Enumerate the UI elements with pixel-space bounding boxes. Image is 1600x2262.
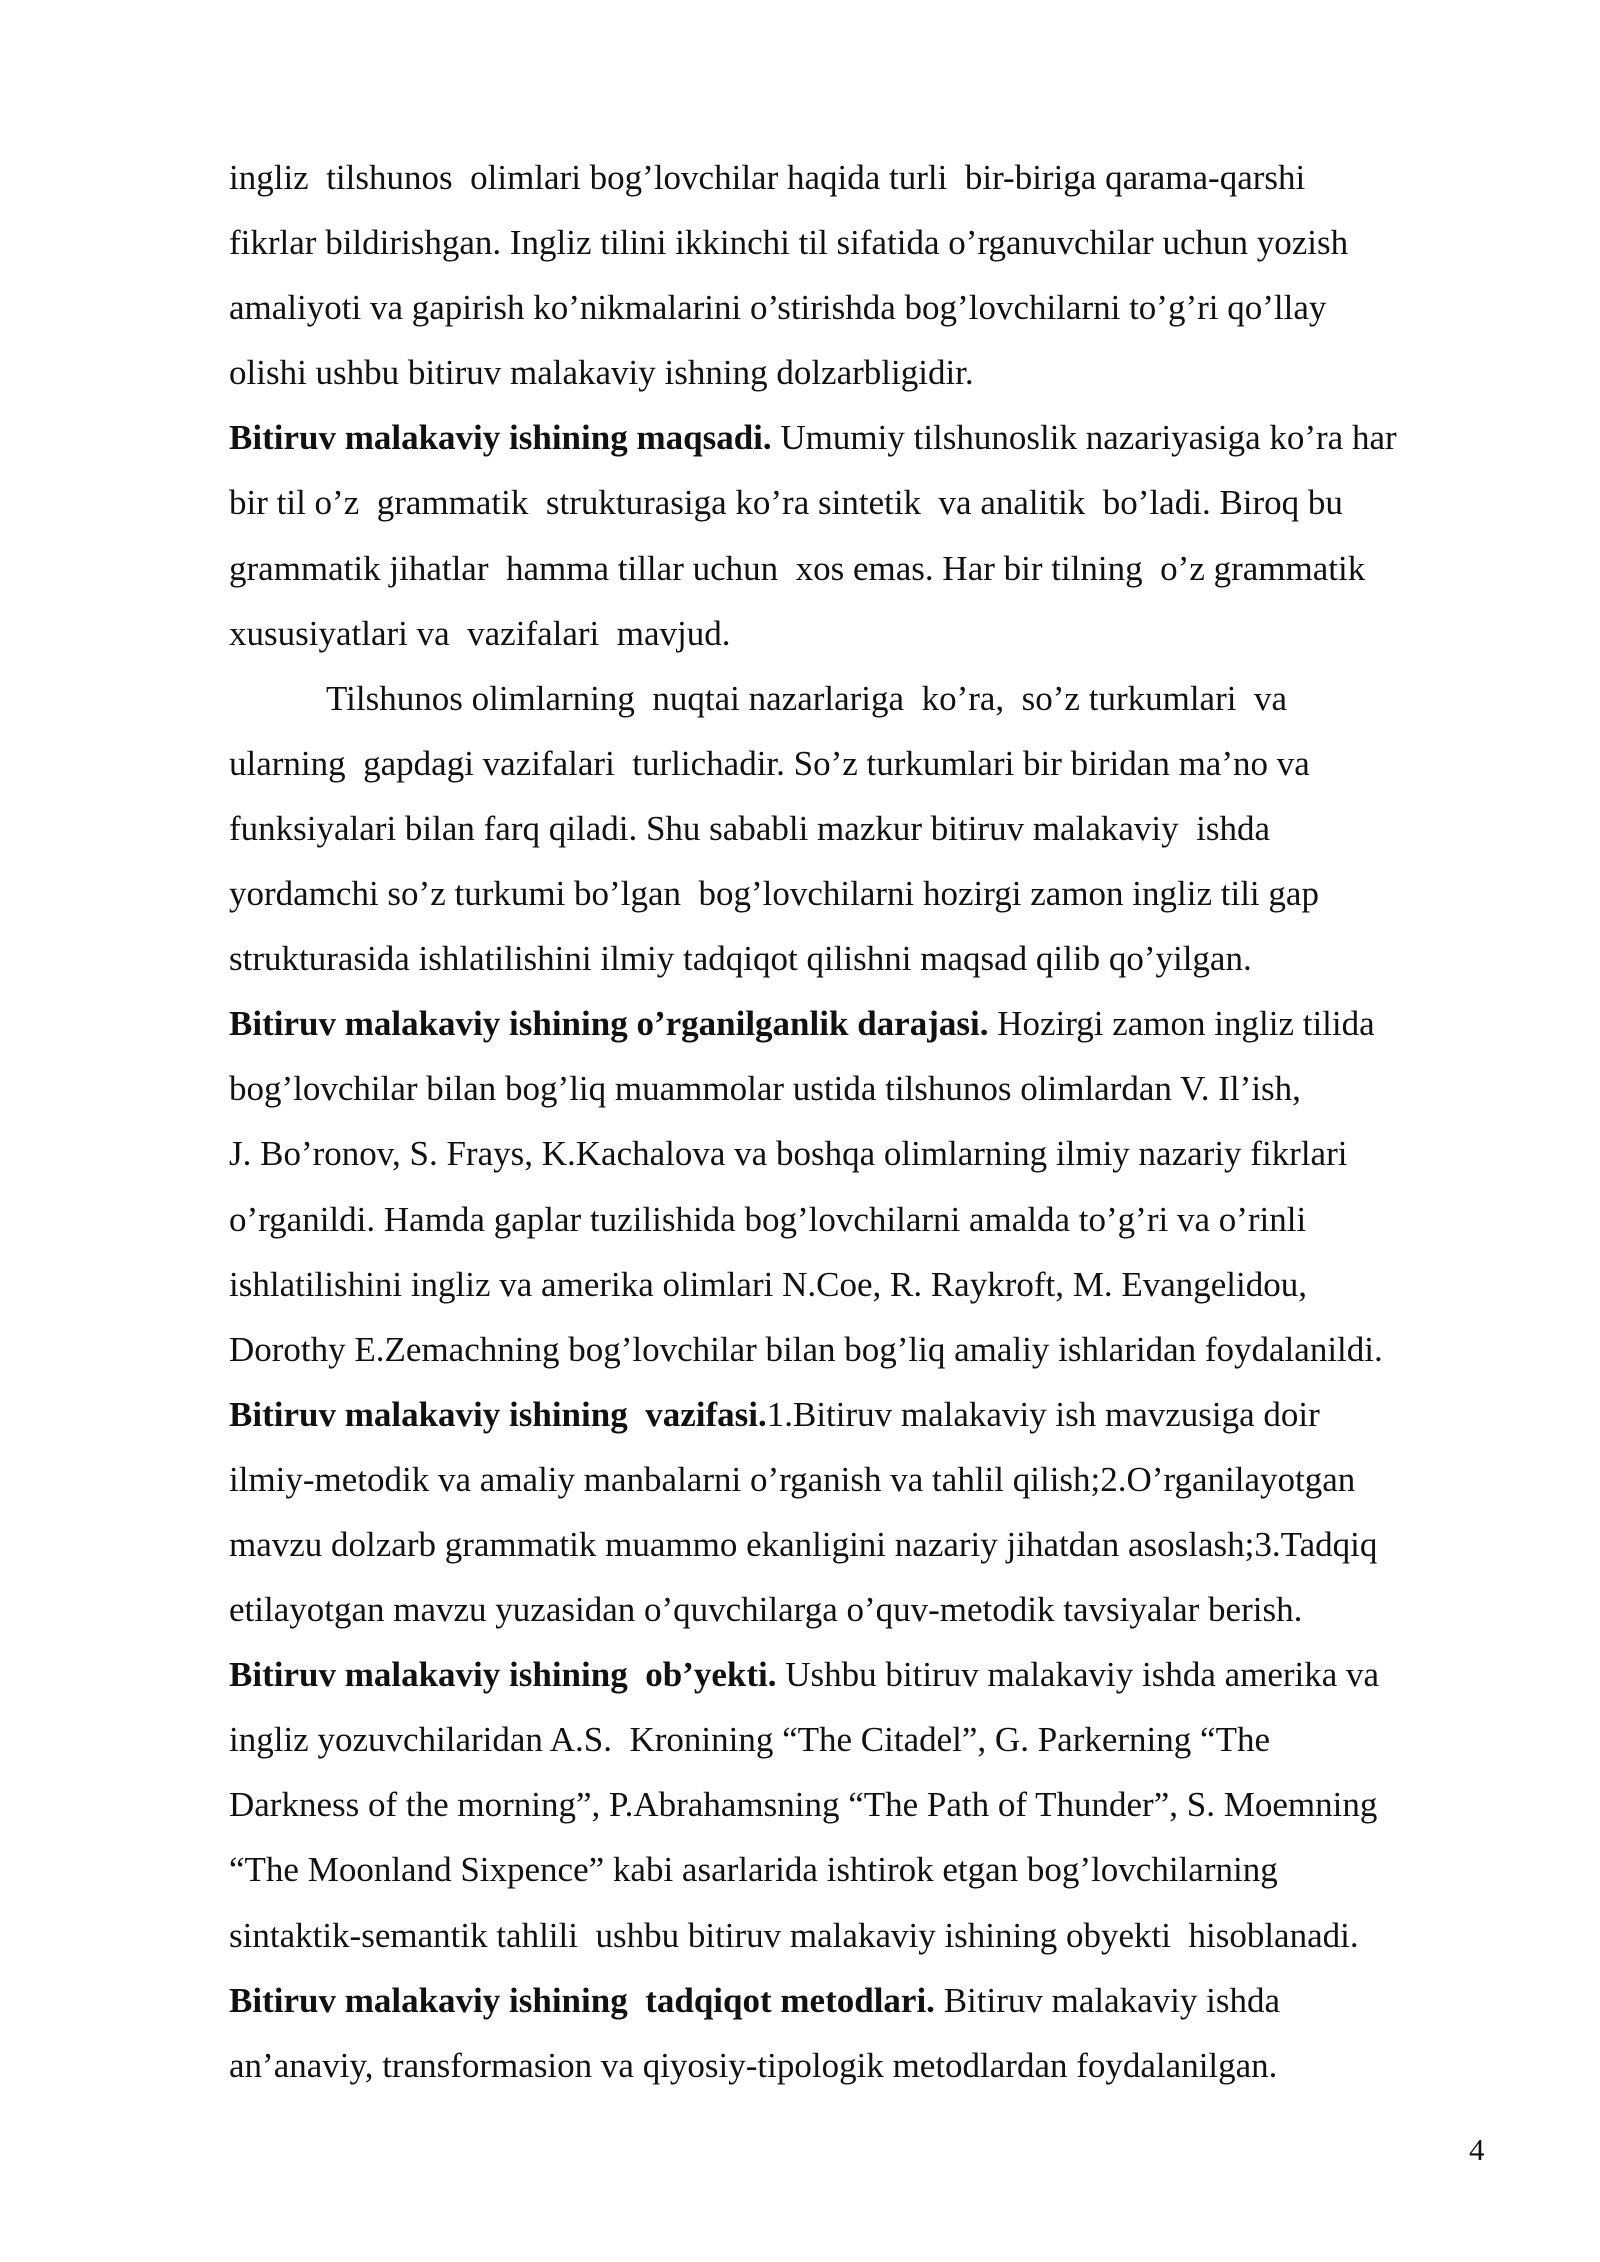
line-text: fikrlar bildirishgan. Ingliz tilini ikkinchi til sifatida o’rganuvchilar uchun yozish (229, 223, 1349, 263)
text-line (229, 1512, 1509, 1577)
text-line (229, 861, 1509, 926)
text-line (229, 1642, 1509, 1707)
line-text: J. Bo’ronov, S. Frays, K.Kachalova va boshqa olimlarning ilmiy nazariy fikrlari (229, 1134, 1348, 1174)
text-line (229, 1252, 1509, 1317)
text-line (229, 1121, 1509, 1186)
line-text: yordamchi so’z turkumi bo’lgan bog’lovchilarni hozirgi zamon ingliz tili gap (229, 874, 1319, 914)
text-line (229, 275, 1509, 340)
section-heading: Bitiruv malakaviy ishining ob’yekti. (229, 1655, 777, 1695)
text-line (229, 145, 1509, 210)
document-page (229, 145, 1509, 2098)
line-text: Umumiy tilshunoslik nazariyasiga ko’ra har (771, 418, 1397, 458)
text-line (229, 796, 1509, 861)
line-text: ilmiy-metodik va amaliy manbalarni o’rganish va tahlil qilish;2.O’rganilayotgan (229, 1459, 1356, 1499)
line-text: etilayotgan mavzu yuzasidan o’quvchilarga o’quv-metodik tavsiyalar berish. (229, 1590, 1303, 1630)
text-line (229, 1772, 1509, 1837)
text-line (229, 991, 1509, 1056)
line-text: xususiyatlari va vazifalari mavjud. (229, 613, 731, 653)
line-text: sintaktik-semantik tahlili ushbu bitiruv malakaviy ishining obyekti hisoblanadi. (229, 1915, 1359, 1955)
line-text: bir til o’z grammatik strukturasiga ko’ra sintetik va analitik bo’ladi. Biroq bu (229, 483, 1343, 523)
text-line (229, 666, 1509, 731)
line-text: Ushbu bitiruv malakaviy ishda amerika va (776, 1655, 1380, 1695)
text-line (229, 536, 1509, 601)
text-line (229, 1707, 1509, 1772)
line-text: funksiyalari bilan farq qiladi. Shu sababli mazkur bitiruv malakaviy ishda (229, 808, 1270, 848)
page-number: 4 (1469, 2132, 1485, 2167)
text-line (229, 1447, 1509, 1512)
line-text: “The Moonland Sixpence” kabi asarlarida ishtirok etgan bog’lovchilarning (229, 1850, 1278, 1890)
text-line (229, 210, 1509, 275)
line-text: Bitiruv malakaviy ishda (934, 1980, 1281, 2020)
line-text: Hozirgi zamon ingliz tilida (988, 1004, 1375, 1044)
text-line (229, 601, 1509, 666)
line-text: Darkness of the morning”, P.Abrahamsning “The Path of Thunder”, S. Moemning (229, 1785, 1378, 1825)
line-text: an’anaviy, transformasion va qiyosiy-tipologik metodlardan foydalanilgan. (229, 2045, 1278, 2085)
line-text: amaliyoti va gapirish ko’nikmalarini o’stirishda bog’lovchilarni to’g’ri qo’llay (229, 288, 1327, 328)
line-text: Dorothy E.Zemachning bog’lovchilar bilan bog’liq amaliy ishlaridan foydalanildi. (229, 1329, 1383, 1369)
text-line (229, 1187, 1509, 1252)
text-line (229, 340, 1509, 405)
line-text: 1.Bitiruv malakaviy ish mavzusiga doir (766, 1394, 1320, 1434)
line-text: ishlatilishini ingliz va amerika olimlari N.Coe, R. Raykroft, M. Evangelidou, (229, 1264, 1308, 1304)
text-line (229, 1317, 1509, 1382)
section-heading: Bitiruv malakaviy ishining maqsadi. (229, 418, 772, 458)
text-line (229, 1968, 1509, 2033)
text-line (229, 1382, 1509, 1447)
line-text: bog’lovchilar bilan bog’liq muammolar ustida tilshunos olimlardan V. Il’ish, (229, 1069, 1301, 1109)
line-text: strukturasida ishlatilishini ilmiy tadqiqot qilishni maqsad qilib qo’yilgan. (229, 939, 1252, 979)
line-text: o’rganildi. Hamda gaplar tuzilishida bog’lovchilarni amalda to’g’ri va o’rinli (229, 1199, 1307, 1239)
line-text: ingliz yozuvchilaridan A.S. Kronining “The Citadel”, G. Parkerning “The (229, 1720, 1270, 1760)
text-line (229, 1056, 1509, 1121)
section-heading: Bitiruv malakaviy ishining o’rganilganlik darajasi. (229, 1004, 989, 1044)
section-heading: Bitiruv malakaviy ishining vazifasi. (229, 1394, 767, 1434)
text-line (229, 1577, 1509, 1642)
text-line (229, 731, 1509, 796)
text-line (229, 926, 1509, 991)
text-line (229, 1837, 1509, 1902)
line-text: olishi ushbu bitiruv malakaviy ishning dolzarbligidir. (229, 353, 974, 393)
line-text: grammatik jihatlar hamma tillar uchun xos emas. Har bir tilning o’z grammatik (229, 548, 1366, 588)
line-text: Tilshunos olimlarning nuqtai nazarlariga ko’ra, so’z turkumlari va (326, 678, 1287, 718)
text-line (229, 1903, 1509, 1968)
text-line (229, 405, 1509, 470)
text-line (229, 470, 1509, 535)
text-line (229, 2033, 1509, 2098)
line-text: mavzu dolzarb grammatik muammo ekanligini nazariy jihatdan asoslash;3.Tadqiq (229, 1524, 1378, 1564)
line-text: ingliz tilshunos olimlari bog’lovchilar haqida turli bir-biriga qarama-qarshi (229, 158, 1306, 197)
section-heading: Bitiruv malakaviy ishining tadqiqot metodlari. (229, 1980, 935, 2020)
line-text: ularning gapdagi vazifalari turlichadir. So’z turkumlari bir biridan ma’no va (229, 743, 1310, 783)
